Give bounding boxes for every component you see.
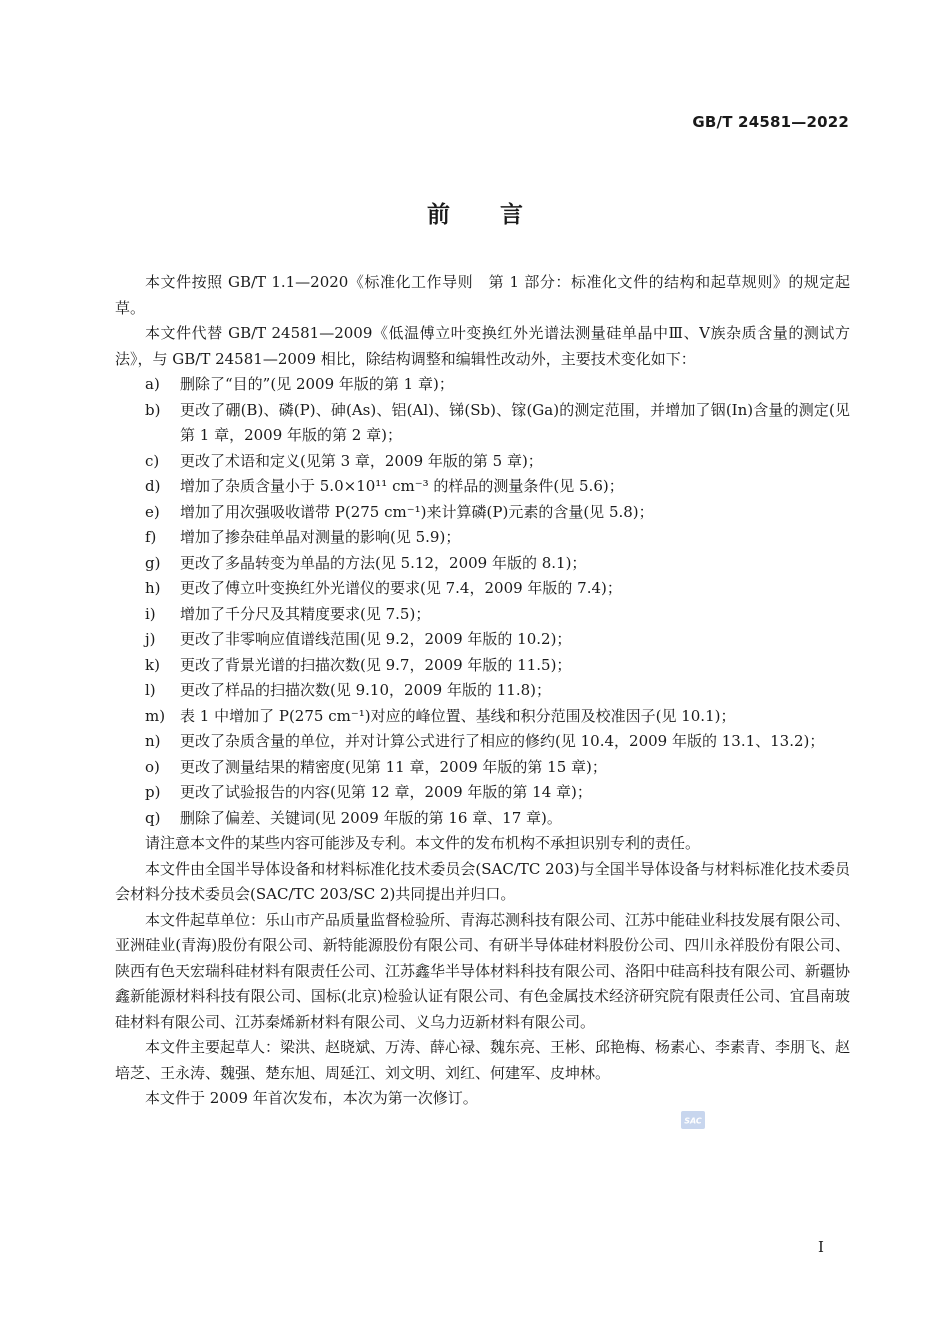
paragraph-publication-history: 本文件于 2009 年首次发布，本次为第一次修订。 bbox=[145, 1089, 478, 1107]
list-marker: n) bbox=[145, 732, 161, 750]
list-item-text: 增加了用次强吸收谱带 P(275 cm⁻¹)来计算磷(P)元素的含量(见 5.8)； bbox=[180, 502, 654, 521]
list-marker: e) bbox=[145, 502, 160, 521]
list-item-text: 删除了“目的”(见 2009 年版的第 1 章)； bbox=[180, 375, 454, 393]
list-item bbox=[115, 704, 850, 730]
list-item-text: 增加了千分尺及其精度要求(见 7.5)； bbox=[180, 604, 431, 623]
list-marker: q) bbox=[145, 808, 161, 827]
list-item-text: 更改了样品的扫描次数(见 9.10，2009 年版的 11.8)； bbox=[180, 681, 551, 699]
list-item-text: 表 1 中增加了 P(275 cm⁻¹)对应的峰位置、基线和积分范围及校准因子(见 10.1)； bbox=[180, 706, 736, 725]
list-item-text: 更改了术语和定义(见第 3 章，2009 年版的第 5 章)； bbox=[180, 451, 543, 470]
paragraph-replacement: 本文件代替 GB/T 24581—2009《低温傅立叶变换红外光谱法测量硅单晶中Ⅲ、Ⅴ族杂质含量的测试方法》，与 GB/T 24581—2009 相比，除结构调整和编辑性改动外，主要技术变化如下： bbox=[115, 324, 850, 368]
list-marker: i) bbox=[145, 604, 156, 623]
list-marker: g) bbox=[145, 553, 161, 572]
list-item bbox=[115, 780, 850, 806]
list-item-text: 更改了杂质含量的单位，并对计算公式进行了相应的修约(见 10.4，2009 年版的 13.1、13.2)； bbox=[180, 732, 825, 750]
list-item bbox=[115, 372, 850, 398]
list-item bbox=[115, 576, 850, 602]
paragraph-proposer: 本文件由全国半导体设备和材料标准化技术委员会(SAC/TC 203)与全国半导体设备与材料标准化技术委员会材料分技术委员会(SAC/TC 203/SC 2)共同提出并归口。 bbox=[115, 859, 850, 903]
list-item-text: 更改了试验报告的内容(见第 12 章，2009 年版的第 14 章)； bbox=[180, 783, 592, 801]
list-item-text: 更改了多晶转变为单晶的方法(见 5.12，2009 年版的 8.1)； bbox=[180, 553, 587, 572]
list-marker: h) bbox=[145, 579, 161, 597]
list-marker: p) bbox=[145, 783, 161, 801]
list-marker: k) bbox=[145, 655, 160, 674]
list-item-text: 删除了偏差、关键词(见 2009 年版的第 16 章、17 章)。 bbox=[180, 808, 562, 827]
list-item bbox=[115, 627, 850, 653]
list-item bbox=[115, 602, 850, 628]
list-marker: b) bbox=[145, 400, 161, 419]
list-item-text: 更改了背景光谱的扫描次数(见 9.7，2009 年版的 11.5)； bbox=[180, 655, 572, 674]
paragraph-patent-notice: 请注意本文件的某些内容可能涉及专利。本文件的发布机构不承担识别专利的责任。 bbox=[145, 834, 701, 852]
sac-watermark-icon bbox=[680, 1109, 706, 1131]
list-item-text: 更改了硼(B)、磷(P)、砷(As)、铝(Al)、锑(Sb)、镓(Ga)的测定范围，并增加了铟(In)含量的测定(见第 1 章，2009 年版的第 2 章)； bbox=[180, 400, 850, 444]
list-item bbox=[115, 653, 850, 679]
list-marker: c) bbox=[145, 451, 160, 470]
list-marker: o) bbox=[145, 757, 160, 776]
list-item bbox=[115, 449, 850, 475]
page-title: 前言 bbox=[427, 202, 573, 228]
list-item bbox=[115, 755, 850, 781]
standard-code: GB/T 24581—2022 bbox=[692, 113, 849, 131]
list-marker: a) bbox=[145, 375, 160, 393]
list-marker: j) bbox=[145, 630, 156, 648]
list-marker: m) bbox=[145, 706, 166, 725]
list-item-text: 更改了非零响应值谱线范围(见 9.2，2009 年版的 10.2)； bbox=[180, 630, 572, 648]
list-item-text: 更改了测量结果的精密度(见第 11 章，2009 年版的第 15 章)； bbox=[180, 757, 607, 776]
paragraph-drafters: 本文件主要起草人：梁洪、赵晓斌、万涛、薛心禄、魏东亮、王彬、邱艳梅、杨素心、李素青、李朋飞、赵培芝、王永涛、魏强、楚东旭、周延江、刘文明、刘红、何建军、皮坤林。 bbox=[115, 1038, 851, 1082]
list-item bbox=[115, 551, 850, 577]
sac-watermark-text: SAC bbox=[684, 1116, 702, 1126]
page-number: I bbox=[818, 1238, 824, 1256]
paragraph-drafting-units: 本文件起草单位：乐山市产品质量监督检验所、青海芯测科技有限公司、江苏中能硅业科技发展有限公司、亚洲硅业(青海)股份有限公司、新特能源股份有限公司、有研半导体硅材料股份公司、四川永祥股份有限公司、陕西有色天宏瑞科硅材料有限责任公司、江苏鑫华半导体材料科技有限公司、洛阳中硅高科技有限公司、新疆协鑫新能源材料科技有限公司、国标(北京)检验认证有限公司、有色金属技术经济研究院有限责任公司、宜昌南玻硅材料有限公司、江苏秦烯新材料有限公司、义乌力迈新材料有限公司。 bbox=[115, 910, 851, 1031]
list-marker: d) bbox=[145, 477, 161, 495]
technical-changes-list bbox=[115, 372, 850, 831]
list-item bbox=[115, 398, 850, 449]
list-item bbox=[115, 806, 850, 832]
foreword-body bbox=[115, 270, 850, 1112]
paragraph-drafting-rules: 本文件按照 GB/T 1.1—2020《标准化工作导则 第 1 部分：标准化文件的结构和起草规则》的规定起草。 bbox=[115, 273, 850, 317]
list-item bbox=[115, 729, 850, 755]
list-marker: l) bbox=[145, 681, 156, 699]
list-item-text: 更改了傅立叶变换红外光谱仪的要求(见 7.4，2009 年版的 7.4)； bbox=[180, 579, 622, 597]
list-item bbox=[115, 500, 850, 526]
list-item-text: 增加了杂质含量小于 5.0×10¹¹ cm⁻³ 的样品的测量条件(见 5.6)； bbox=[180, 477, 624, 495]
list-item bbox=[115, 474, 850, 500]
list-item bbox=[115, 525, 850, 551]
list-marker: f) bbox=[145, 528, 157, 546]
list-item bbox=[115, 678, 850, 704]
list-item-text: 增加了掺杂硅单晶对测量的影响(见 5.9)； bbox=[180, 528, 461, 546]
